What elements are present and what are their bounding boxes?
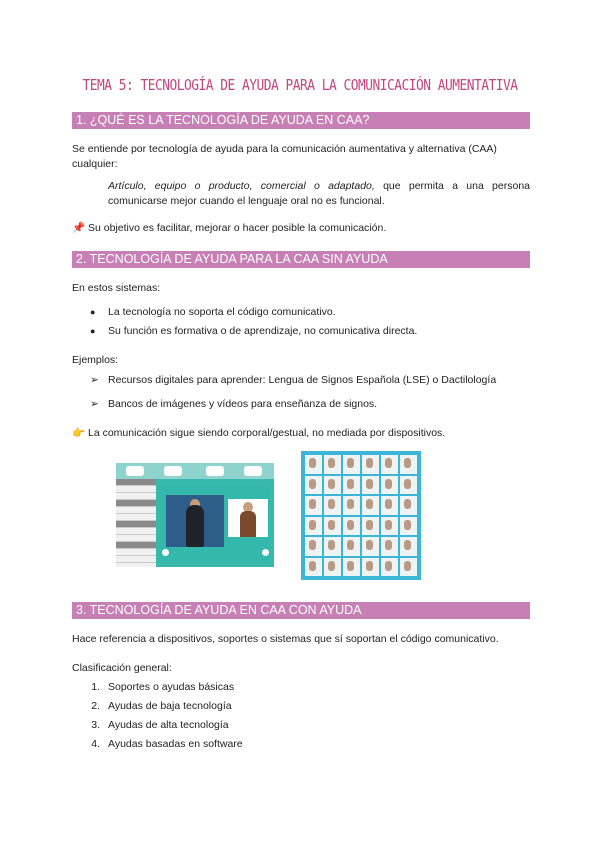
list-item: 1. Soportes o ayudas básicas <box>91 681 235 693</box>
list-item: 3. Ayudas de alta tecnología <box>91 719 229 731</box>
prev-icon <box>162 549 169 556</box>
definition-quote <box>108 179 530 209</box>
note-text: La comunicación sigue siendo corporal/gestual, no mediada por dispositivos. <box>88 427 446 439</box>
definition-quote-rest: que permita a una persona comunicarse mejor cuando el lenguaje oral no es funcional. <box>108 180 530 207</box>
list-item-text: La tecnología no soporta el código comunicativo. <box>108 306 336 318</box>
pointing-hand-icon: 👉 <box>72 427 86 439</box>
sign-video-thumbnail <box>166 495 224 547</box>
screenshot-toolbar <box>116 463 274 479</box>
objective-text: Su objetivo es facilitar, mejorar o hacer posible la comunicación. <box>88 222 387 234</box>
screenshot-sidebar <box>116 479 156 567</box>
list-item-text: Ayudas de baja tecnología <box>108 700 232 712</box>
list-item-text: Recursos digitales para aprender: Lengua de Signos Española (LSE) o Dactilología <box>108 374 497 386</box>
list-item-text: Ayudas de alta tecnología <box>108 719 229 731</box>
list-item-text: Su función es formativa o de aprendizaje, no comunicativa directa. <box>108 325 418 337</box>
pushpin-icon: 📌 <box>72 222 86 234</box>
list-item: 2. Ayudas de baja tecnología <box>91 700 232 712</box>
section-3-heading: 3. TECNOLOGÍA DE AYUDA EN CAA CON AYUDA <box>72 602 530 619</box>
section-2-heading: 2. TECNOLOGÍA DE AYUDA PARA LA CAA SIN AYUDA <box>72 251 530 268</box>
list-item <box>90 305 336 320</box>
list-item-text: Ayudas basadas en software <box>108 738 243 750</box>
list-item <box>90 373 496 388</box>
classification-label: Clasificación general: <box>72 662 172 674</box>
next-icon <box>262 549 269 556</box>
lse-software-screenshot <box>116 463 274 567</box>
list-item: 4. Ayudas basadas en software <box>91 738 243 750</box>
note-line <box>72 426 530 441</box>
bullet-icon: ● <box>90 326 96 336</box>
section-1-intro: Se entiende por tecnología de ayuda para la comunicación aumentativa y alternativa (CAA) cualquier: <box>72 143 497 170</box>
list-item-text: Bancos de imágenes y vídeos para enseñanza de signos. <box>108 398 378 410</box>
arrow-bullet-icon: ➢ <box>90 398 99 410</box>
fingerspelling-alphabet-image <box>301 451 421 580</box>
list-item <box>90 397 377 412</box>
objective-line <box>72 221 530 236</box>
list-item-text: Soportes o ayudas básicas <box>108 681 235 693</box>
list-item <box>90 324 417 339</box>
section-2-intro: En estos sistemas: <box>72 282 161 294</box>
arrow-bullet-icon: ➢ <box>90 374 99 386</box>
examples-label: Ejemplos: <box>72 354 119 366</box>
section-1-heading: 1. ¿QUÉ ES LA TECNOLOGÍA DE AYUDA EN CAA? <box>72 112 530 129</box>
sign-video-thumbnail <box>228 499 268 537</box>
bullet-icon: ● <box>90 307 96 317</box>
section-3-intro: Hace referencia a dispositivos, soportes o sistemas que sí soportan el código comunicativo. <box>72 633 499 645</box>
definition-quote-italic: Artículo, equipo o producto, comercial o adaptado, <box>108 180 375 192</box>
page-title: TEMA 5: TECNOLOGÍA DE AYUDA PARA LA COMUNICACIÓN AUMENTATIVA <box>82 76 518 94</box>
